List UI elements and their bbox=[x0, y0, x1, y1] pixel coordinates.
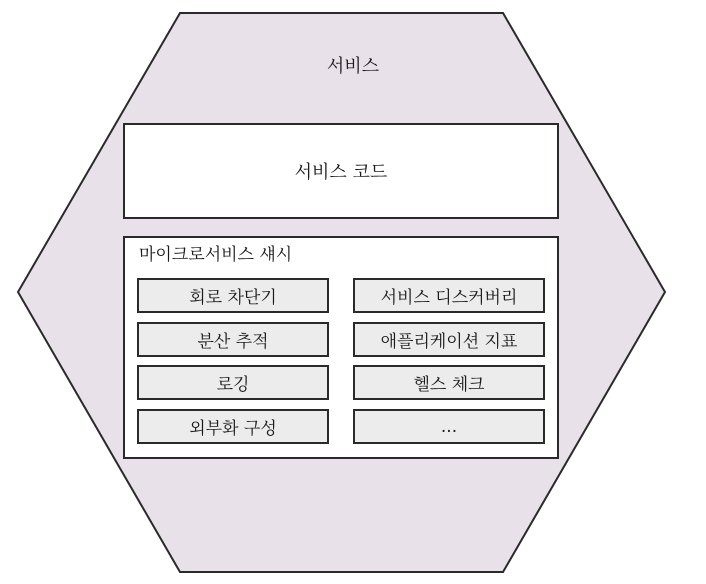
feature-label: 서비스 디스커버리 bbox=[380, 288, 518, 308]
feature-label: ... bbox=[440, 416, 458, 437]
feature-label: 로깅 bbox=[216, 375, 250, 395]
feature-label: 애플리케이션 지표 bbox=[380, 332, 518, 352]
feature-circuit-breaker bbox=[137, 278, 329, 313]
feature-health-check bbox=[353, 365, 545, 400]
service-code-label: 서비스 코드 bbox=[294, 162, 388, 183]
feature-service-discovery bbox=[353, 278, 545, 313]
feature-label: 헬스 체크 bbox=[413, 375, 485, 395]
feature-logging bbox=[137, 365, 329, 400]
feature-label: 회로 차단기 bbox=[189, 288, 277, 308]
feature-distributed-tracing bbox=[137, 322, 329, 357]
feature-more bbox=[353, 409, 545, 444]
feature-label: 외부화 구성 bbox=[189, 419, 277, 439]
microservice-chassis-box bbox=[123, 236, 559, 459]
feature-externalized-config bbox=[137, 409, 329, 444]
service-code-box bbox=[123, 123, 559, 219]
feature-label: 분산 추적 bbox=[197, 332, 269, 352]
chassis-title: 마이크로서비스 섀시 bbox=[139, 245, 293, 265]
service-title: 서비스 bbox=[326, 56, 380, 77]
feature-application-metrics bbox=[353, 322, 545, 357]
